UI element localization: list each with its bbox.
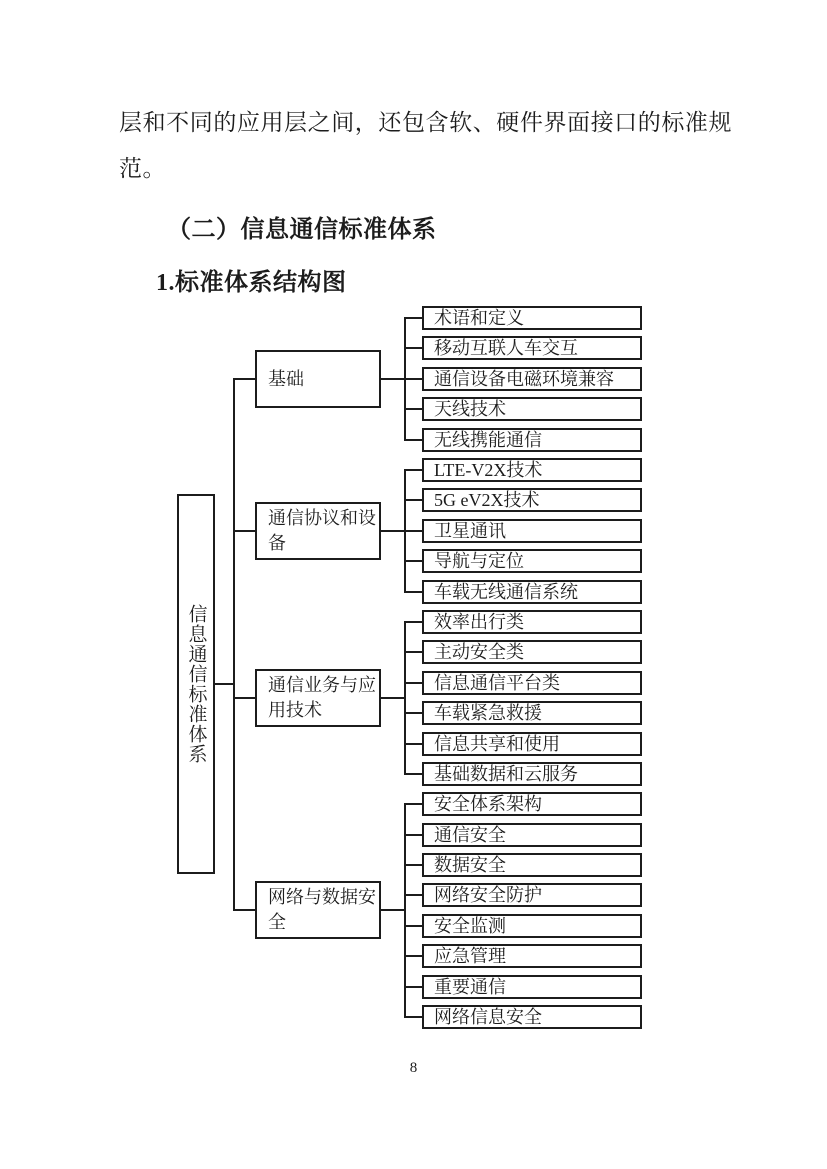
- leaf-node: 卫星通讯: [422, 519, 642, 543]
- connector-line: [404, 834, 424, 836]
- leaf-node: 天线技术: [422, 397, 642, 421]
- connector-line: [233, 697, 257, 699]
- connector-line: [404, 621, 424, 623]
- category-node-protocols-equipment: [255, 502, 381, 560]
- category-node-foundation: [255, 350, 381, 408]
- connector-line: [404, 986, 424, 988]
- category-label: 通信业务与应用技术: [268, 675, 376, 720]
- leaf-node: 信息共享和使用: [422, 732, 642, 756]
- paragraph-line-2: 范。: [119, 156, 166, 181]
- connector-line: [404, 803, 424, 805]
- connector-line: [404, 621, 406, 775]
- connector-line: [404, 1016, 424, 1018]
- connector-line: [404, 439, 424, 441]
- leaf-node: 通信安全: [422, 823, 642, 847]
- connector-line: [233, 378, 257, 380]
- leaf-node: 无线携能通信: [422, 428, 642, 452]
- category-node-services-applications: [255, 669, 381, 727]
- leaf-node: 应急管理: [422, 944, 642, 968]
- leaf-node: 效率出行类: [422, 610, 642, 634]
- connector-line: [379, 530, 406, 532]
- connector-line: [404, 682, 424, 684]
- page-number: 8: [409, 1060, 418, 1076]
- connector-line: [404, 773, 424, 775]
- connector-line: [404, 925, 424, 927]
- leaf-node: 网络安全防护: [422, 883, 642, 907]
- leaf-node: 数据安全: [422, 853, 642, 877]
- leaf-node: 5G eV2X技术: [422, 488, 642, 512]
- connector-line: [404, 651, 424, 653]
- connector-line: [404, 591, 424, 593]
- leaf-node: 导航与定位: [422, 549, 642, 573]
- leaf-node: 基础数据和云服务: [422, 762, 642, 786]
- connector-line: [404, 743, 424, 745]
- root-node: [177, 494, 215, 874]
- connector-line: [404, 408, 424, 410]
- leaf-node: 安全体系架构: [422, 792, 642, 816]
- leaf-node: 车载无线通信系统: [422, 580, 642, 604]
- paragraph-line-1: 层和不同的应用层之间，还包含软、硬件界面接口的标准规: [119, 110, 732, 135]
- category-label: 通信协议和设备: [268, 508, 376, 553]
- leaf-node: 网络信息安全: [422, 1005, 642, 1029]
- leaf-node: 重要通信: [422, 975, 642, 999]
- connector-line: [404, 955, 424, 957]
- connector-line: [404, 378, 424, 380]
- connector-line: [233, 909, 257, 911]
- connector-line: [404, 712, 424, 714]
- connector-line: [404, 864, 424, 866]
- leaf-node: 移动互联人车交互: [422, 336, 642, 360]
- category-node-network-data-security: [255, 881, 381, 939]
- category-label: 网络与数据安全: [268, 887, 376, 932]
- leaf-node: 术语和定义: [422, 306, 642, 330]
- connector-line: [379, 697, 406, 699]
- connector-line: [233, 530, 257, 532]
- leaf-node: 车载紧急救援: [422, 701, 642, 725]
- leaf-node: 安全监测: [422, 914, 642, 938]
- connector-line: [404, 317, 424, 319]
- leaf-node: LTE-V2X技术: [422, 458, 642, 482]
- connector-line: [213, 683, 235, 685]
- connector-line: [379, 378, 406, 380]
- connector-line: [233, 378, 235, 911]
- root-node-label: 信息通信标准体系: [185, 604, 207, 764]
- leaf-node: 信息通信平台类: [422, 671, 642, 695]
- category-label: 基础: [268, 368, 304, 389]
- connector-line: [404, 560, 424, 562]
- connector-line: [404, 469, 424, 471]
- connector-line: [404, 530, 424, 532]
- section-heading: （二）信息通信标准体系: [167, 217, 437, 243]
- leaf-node: 主动安全类: [422, 640, 642, 664]
- connector-line: [404, 347, 424, 349]
- connector-line: [379, 909, 406, 911]
- connector-line: [404, 499, 424, 501]
- connector-line: [404, 894, 424, 896]
- figure-subheading: 1.标准体系结构图: [156, 270, 347, 296]
- leaf-node: 通信设备电磁环境兼容: [422, 367, 642, 391]
